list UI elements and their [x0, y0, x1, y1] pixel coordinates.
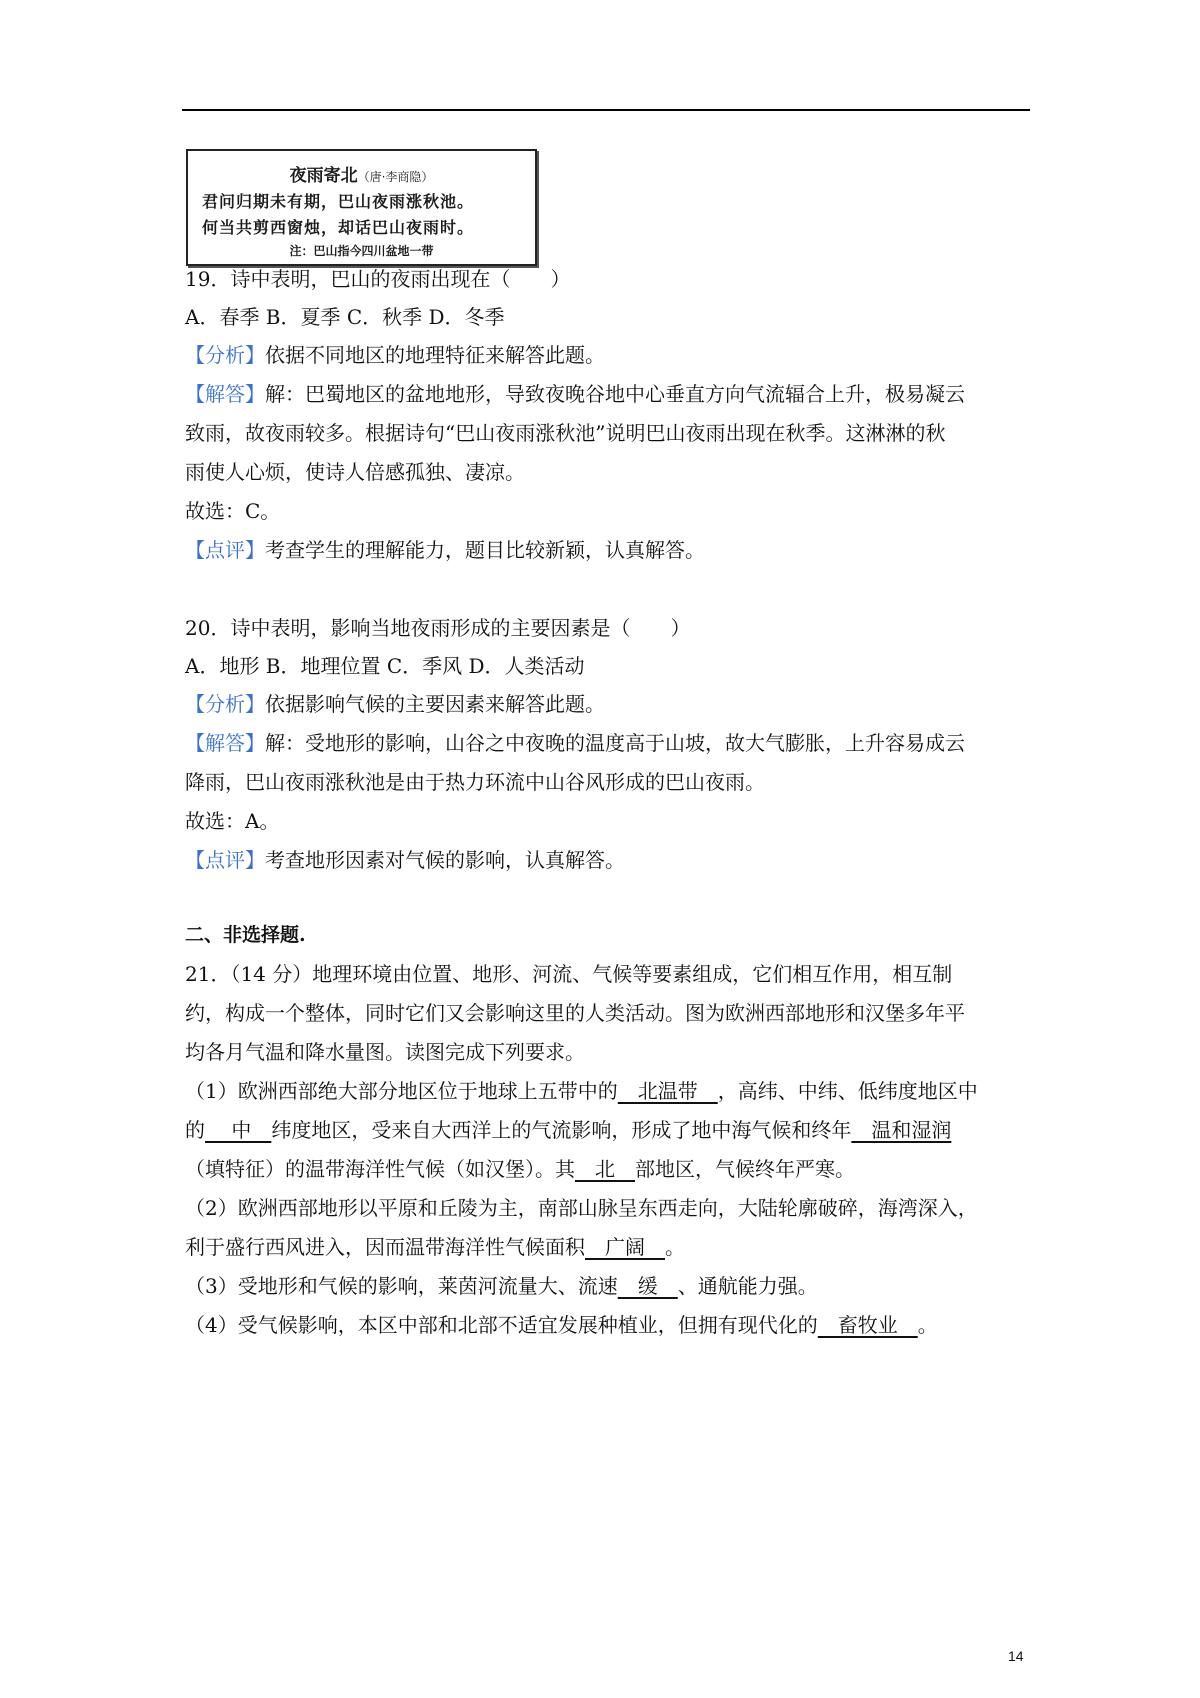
q21-stem-line-3: 均各月气温和降水量图。读图完成下列要求。	[185, 1040, 585, 1064]
comment-text: 考查学生的理解能力，题目比较新颖，认真解答。	[265, 538, 705, 562]
q19-stem: 19．诗中表明，巴山的夜雨出现在（ ）	[185, 267, 571, 291]
text: 。	[665, 1235, 685, 1259]
comment-tag: 【点评】	[185, 538, 265, 562]
poem-title-text: 夜雨寄北	[289, 166, 358, 186]
analysis-tag: 【分析】	[185, 343, 265, 367]
q19-choice: 故选：C。	[185, 499, 281, 523]
text: 利于盛行西风进入，因而温带海洋性气候面积	[185, 1235, 585, 1259]
text: （3）受地形和气候的影响，莱茵河流量大、流速	[185, 1274, 618, 1298]
page-number: 14	[1008, 1648, 1024, 1664]
poem-image	[186, 149, 537, 266]
q19-comment	[185, 536, 705, 564]
q21-part2-line-2	[185, 1233, 685, 1261]
q19-answer-line-2: 致雨，故夜雨较多。根据诗句“巴山夜雨涨秋池”说明巴山夜雨出现在秋季。这淋淋的秋	[185, 421, 946, 445]
answer-text: 解：受地形的影响，山谷之中夜晚的温度高于山坡，故大气膨胀，上升容易成云	[265, 731, 965, 755]
q20-comment	[185, 846, 625, 874]
text: 部地区，气候终年严寒。	[635, 1157, 855, 1181]
q20-choice: 故选：A。	[185, 809, 280, 833]
poem-author: （唐·李商隐）	[357, 170, 434, 184]
analysis-text: 依据影响气候的主要因素来解答此题。	[265, 692, 605, 716]
q21-stem-line-2: 约，构成一个整体，同时它们又会影响这里的人类活动。图为欧洲西部地形和汉堡多年平	[185, 1001, 965, 1025]
q19-options: A．春季 B．夏季 C．秋季 D．冬季	[185, 305, 505, 329]
q20-options: A．地形 B．地理位置 C．季风 D．人类活动	[185, 654, 585, 678]
q20-analysis	[185, 690, 605, 718]
text: 、通航能力强。	[677, 1274, 818, 1298]
answer-blank: 广阔	[585, 1235, 665, 1259]
answer-tag: 【解答】	[185, 731, 265, 755]
q21-stem-line-1: 21．（14 分）地理环境由位置、地形、河流、气候等要素组成，它们相互作用，相互制	[185, 962, 953, 986]
text: 纬度地区，受来自大西洋上的气流影响，形成了地中海气候和终年	[271, 1118, 852, 1142]
q19-analysis	[185, 341, 605, 369]
q19-answer-line-1	[185, 380, 965, 408]
section-heading: 二、非选择题.	[185, 924, 306, 946]
q19-answer-line-3: 雨使人心烦，使诗人倍感孤独、凄凉。	[185, 460, 525, 484]
header-rule	[182, 109, 1030, 111]
answer-blank: 北温带	[617, 1079, 718, 1103]
comment-text: 考查地形因素对气候的影响，认真解答。	[265, 848, 625, 872]
poem-note: 注：巴山指今四川盆地一带	[289, 244, 434, 258]
q21-part4	[185, 1311, 938, 1339]
answer-blank: 温和湿润	[851, 1118, 952, 1142]
q21-part3	[185, 1272, 818, 1300]
text: （1）欧洲西部绝大部分地区位于地球上五带中的	[185, 1079, 618, 1103]
text: 的	[185, 1118, 205, 1142]
poem-line-1: 君问归期未有期，巴山夜雨涨秋池。	[202, 192, 475, 211]
answer-blank: 中	[205, 1118, 272, 1142]
comment-tag: 【点评】	[185, 848, 265, 872]
answer-blank: 北	[575, 1157, 635, 1181]
analysis-text: 依据不同地区的地理特征来解答此题。	[265, 343, 605, 367]
q21-part1-line-1	[185, 1077, 978, 1105]
poem-title	[188, 161, 535, 186]
q20-stem: 20．诗中表明，影响当地夜雨形成的主要因素是（ ）	[185, 616, 691, 640]
q21-part1-line-3	[185, 1155, 855, 1183]
q21-part1-line-2	[185, 1116, 951, 1144]
q21-part2-line-1: （2）欧洲西部地形以平原和丘陵为主，南部山脉呈东西走向，大陆轮廓破碎，海湾深入，	[185, 1196, 978, 1220]
answer-blank: 缓	[617, 1274, 678, 1298]
answer-blank: 畜牧业	[817, 1313, 918, 1337]
q20-answer-line-1	[185, 729, 965, 757]
poem-line-2: 何当共剪西窗烛，却话巴山夜雨时。	[202, 218, 475, 237]
answer-text: 解：巴蜀地区的盆地地形，导致夜晚谷地中心垂直方向气流辐合上升，极易凝云	[265, 382, 965, 406]
text: （填特征）的温带海洋性气候（如汉堡）。其	[185, 1157, 575, 1181]
text: ，高纬、中纬、低纬度地区中	[717, 1079, 978, 1103]
answer-tag: 【解答】	[185, 382, 265, 406]
text: 。	[917, 1313, 938, 1337]
analysis-tag: 【分析】	[185, 692, 265, 716]
q20-answer-line-2: 降雨，巴山夜雨涨秋池是由于热力环流中山谷风形成的巴山夜雨。	[185, 770, 765, 794]
text: （4）受气候影响，本区中部和北部不适宜发展种植业，但拥有现代化的	[185, 1313, 818, 1337]
